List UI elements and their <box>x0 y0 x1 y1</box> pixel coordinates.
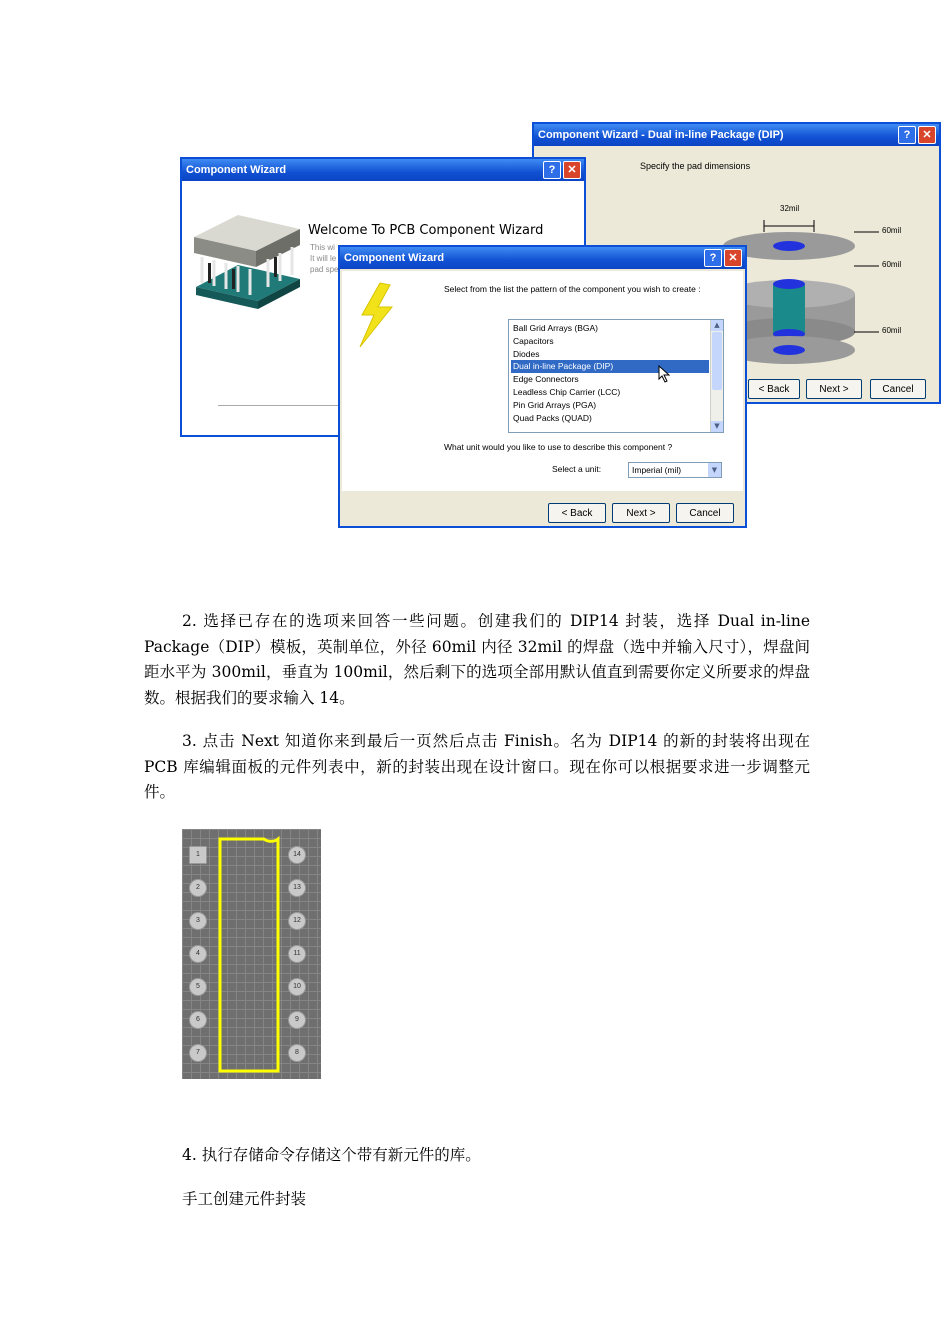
pad-11: 11 <box>288 945 306 963</box>
dialog-title: Component Wizard - Dual in-line Package (DIP) <box>538 129 784 141</box>
close-icon[interactable]: ✕ <box>724 249 742 267</box>
pad-3: 3 <box>189 912 207 930</box>
wizard-pattern-dialog <box>338 245 747 528</box>
unit-select[interactable] <box>628 462 722 478</box>
pattern-listbox[interactable] <box>508 319 724 433</box>
scroll-up-icon[interactable]: ▲ <box>711 320 723 331</box>
dialog-titlebar <box>534 124 939 146</box>
cancel-button[interactable]: Cancel <box>676 503 734 523</box>
back-button[interactable]: < Back <box>748 379 800 399</box>
pattern-list-item[interactable]: Capacitors <box>513 335 554 346</box>
dim-label-outer-3: 60mil <box>882 326 902 335</box>
close-icon[interactable]: ✕ <box>918 126 936 144</box>
pattern-list-item[interactable]: Edge Connectors <box>513 374 579 385</box>
pattern-list-item[interactable]: Pin Grid Arrays (PGA) <box>513 399 597 410</box>
step-4-paragraph: 4. 执行存储命令存储这个带有新元件的库。 <box>182 1146 481 1164</box>
next-button[interactable]: Next > <box>806 379 862 399</box>
help-icon[interactable]: ? <box>704 249 722 267</box>
welcome-heading: Welcome To PCB Component Wizard <box>308 223 544 238</box>
dialog-titlebar <box>182 159 584 181</box>
dialog-title: Component Wizard <box>344 252 445 264</box>
chip-illustration <box>188 209 308 319</box>
pattern-instruction: Select from the list the pattern of the component you wish to create : <box>444 284 701 294</box>
pad-14: 14 <box>288 846 306 864</box>
pad-5: 5 <box>189 978 207 996</box>
pattern-list-item[interactable]: Dual in-line Package (DIP) <box>511 360 709 373</box>
pattern-list-item[interactable]: Quad Packs (QUAD) <box>513 412 592 423</box>
section-heading: 手工创建元件封装 <box>182 1190 307 1208</box>
help-icon[interactable]: ? <box>543 161 561 179</box>
dialog-title: Component Wizard <box>186 164 287 176</box>
pad-13: 13 <box>288 879 306 897</box>
pad-6: 6 <box>189 1011 207 1029</box>
dim-label-outer-1: 60mil <box>882 226 902 235</box>
cancel-button[interactable]: Cancel <box>870 379 926 399</box>
dip14-footprint-view <box>182 829 321 1079</box>
pad-2: 2 <box>189 879 207 897</box>
scroll-down-icon[interactable]: ▼ <box>711 421 723 432</box>
pattern-list-item[interactable]: Diodes <box>513 348 540 359</box>
welcome-divider <box>218 405 338 406</box>
unit-select-value: Imperial (mil) <box>632 465 682 475</box>
welcome-body-line2: It will le <box>310 254 337 263</box>
pad-9: 9 <box>288 1011 306 1029</box>
pad-dimensions-instruction: Specify the pad dimensions <box>640 161 751 171</box>
pattern-list-item[interactable]: Leadless Chip Carrier (LCC) <box>513 386 621 397</box>
pad-7: 7 <box>189 1044 207 1062</box>
scroll-thumb[interactable] <box>712 332 722 390</box>
next-button[interactable]: Next > <box>612 503 670 523</box>
unit-label: Select a unit: <box>552 464 602 474</box>
back-button[interactable]: < Back <box>548 503 606 523</box>
pattern-list-item[interactable]: Ball Grid Arrays (BGA) <box>513 323 599 333</box>
unit-question: What unit would you like to use to describe this component ? <box>444 442 673 452</box>
mouse-cursor-icon <box>658 365 670 383</box>
dialog-titlebar <box>340 247 745 269</box>
step-2-paragraph: 2. 选择已存在的选项来回答一些问题。创建我们的 DIP14 封装，选择 Dual in-line Package（DIP）模板，英制单位，外径 60mil 内径 32mil 的焊盘（选中并输入尺寸），焊盘间距水平为 300mil，垂直为 100mil，然后剩下的选项全部用默认值直到需要你定义所要求的焊盘数。根据我们的要求输入 14。 <box>144 612 810 707</box>
pad-8: 8 <box>288 1044 306 1062</box>
listbox-scrollbar[interactable] <box>710 320 723 432</box>
chevron-down-icon[interactable]: ▼ <box>708 463 721 477</box>
welcome-body-line1: This wi <box>310 243 335 252</box>
step-3-paragraph: 3. 点击 Next 知道你来到最后一页然后点击 Finish。名为 DIP14 的新的封装将出现在 PCB 库编辑面板的元件列表中，新的封装出现在设计窗口。现在你可以根据要求进一步调整元件。 <box>144 732 810 801</box>
pad-10: 10 <box>288 978 306 996</box>
dim-label-top: 32mil <box>780 204 800 213</box>
pad-12: 12 <box>288 912 306 930</box>
close-icon[interactable]: ✕ <box>563 161 581 179</box>
lightning-icon <box>356 281 396 351</box>
welcome-body-line3: pad spe <box>310 265 339 274</box>
pad-4: 4 <box>189 945 207 963</box>
dim-label-outer-2: 60mil <box>882 260 902 269</box>
pad-1: 1 <box>189 846 207 864</box>
help-icon[interactable]: ? <box>898 126 916 144</box>
